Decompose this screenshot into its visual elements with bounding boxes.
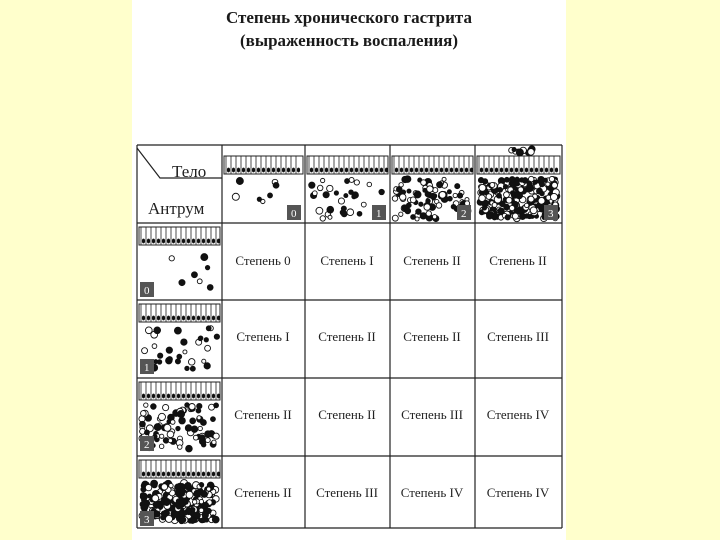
grade-cell: Степень II: [403, 253, 461, 268]
grade-cell: Степень II: [318, 407, 376, 422]
antrum-level-1: 1: [144, 362, 150, 374]
antrum-histology-images: [139, 227, 220, 524]
title-line-1: Степень хронического гастрита: [225, 8, 472, 27]
corpus-level-3: 3: [548, 208, 554, 220]
antrum-level-0: 0: [144, 285, 150, 297]
grade-cell: Степень III: [401, 407, 463, 422]
grade-cell: Степень II: [234, 485, 292, 500]
corpus-level-1: 1: [376, 208, 382, 220]
grade-cell: Степень II: [403, 329, 461, 344]
slide: [132, 0, 566, 540]
antrum-level-2: 2: [144, 439, 150, 451]
title-line-2: (выраженность воспаления): [239, 31, 459, 50]
grade-cell: Степень II: [318, 329, 376, 344]
grade-cells: [234, 253, 550, 500]
grade-cell: Степень I: [320, 253, 374, 268]
grade-cell: Степень III: [487, 329, 549, 344]
grade-cell: Степень II: [489, 253, 547, 268]
grade-cell: Степень IV: [486, 407, 550, 422]
antrum-level-3: 3: [144, 514, 150, 526]
grade-cell: Степень 0: [235, 253, 291, 268]
grade-cell: Степень IV: [486, 485, 550, 500]
grade-cell: Степень IV: [400, 485, 464, 500]
corpus-histology-images: [224, 146, 560, 222]
antrum-label: Антрум: [148, 199, 205, 218]
corpus-label: Тело: [172, 162, 207, 181]
grade-cell: Степень I: [236, 329, 290, 344]
antrum-histology-0: [139, 227, 220, 290]
corpus-level-0: 0: [291, 208, 297, 220]
grade-cell: Степень II: [234, 407, 292, 422]
grade-cell: Степень III: [316, 485, 378, 500]
gastritis-grading-table: [132, 0, 566, 540]
corpus-level-2: 2: [461, 208, 467, 220]
corpus-histology-0: [224, 156, 303, 204]
